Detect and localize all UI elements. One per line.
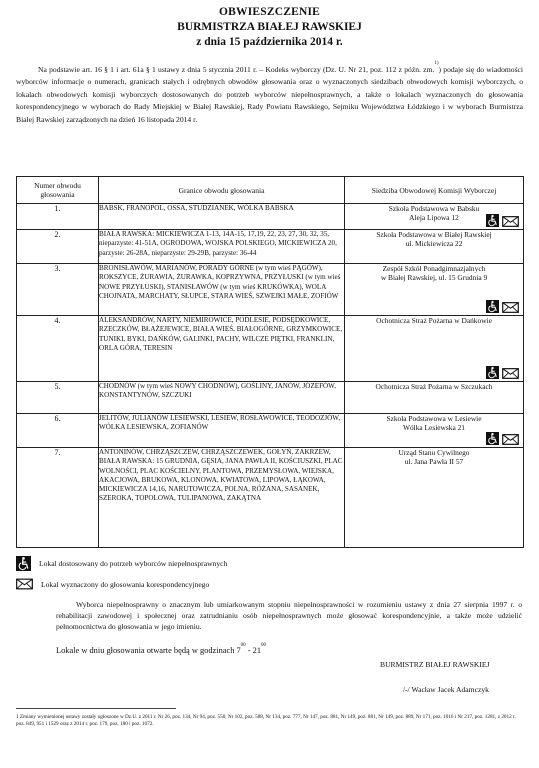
table-row	[17, 204, 524, 230]
seat-line: Szkoła Podstawowa w Lesiewie	[386, 414, 482, 423]
district-seat	[345, 230, 524, 264]
district-number: 6.	[17, 414, 99, 448]
table-row	[17, 316, 524, 382]
wheelchair-icon	[486, 366, 499, 379]
info-paragraph: Wyborca niepełnosprawny o znacznym lub umiarkowanym stopniu niepełnosprawności w rozumieniu ustawy z dnia 27 sierpnia 1997 r. o rehabilitacji zawodowej i społecznej oraz zatrudnianiu osób niepełnosprawnych może głosować korespondencyjnie, a także może udzielić pełnomocnictwa do głosowania w jego imieniu.	[56, 600, 522, 631]
notice-issuer: BURMISTRZA BIAŁEJ RAWSKIEJ	[177, 21, 362, 33]
envelope-icon	[502, 434, 519, 445]
seat-line: Szkoła Podstawowa w Białej Rawskiej	[376, 230, 492, 239]
signature-name: /-/ Wacław Jacek Adamczyk	[403, 685, 489, 694]
district-number: 5.	[17, 382, 99, 414]
district-number: 4.	[17, 316, 99, 382]
seat-line: Aleja Lipowa 12	[409, 213, 459, 223]
seat-line: w Białej Rawskiej, ul. 15 Grudnia 9	[380, 273, 488, 283]
intro-text-2: ) podaje się do wiadomości wyborców informacje o numerach, granicach stałych i odrębnych obwodów głosowania oraz o wyznaczonych siedzibach obwodowych komisji wyborczych, o lokalach obwodowych komisji wyborczych dostosowanych do potrzeb wyborców niepełnosprawnych, a także o lokalach wyznaczonych do głosowania korespondencyjnego w wyborach do Rady Miejskiej w Białej Rawskiej, Rady Powiatu Rawskiego, Sejmiku Województwa Łódzkiego i w wyborach Burmistrza Białej Rawskiej zarządzonych na dzień 16 listopada 2014 r.	[16, 65, 524, 124]
district-seat	[345, 382, 524, 414]
footnote-divider	[16, 708, 176, 709]
seat-icons	[486, 214, 519, 227]
header-boundaries: Granice obwodu głosowania	[99, 177, 345, 204]
district-boundaries: BIAŁA RAWSKA: MICKIEWICZA 1-13, 14A-15, 17,19, 22, 23, 27, 30, 32, 35, nieparzyste: 41-51A, OGRODOWA, WOJSKA POLSKIEGO, MICKIEWICZA 20, parzyste: 26-28A, nieparzyste: 29-29B, parzyste: 36-44	[99, 230, 345, 264]
seat-line: Ochotnicza Straż Pożarna w Szczukach	[375, 382, 493, 391]
envelope-icon	[502, 216, 519, 227]
district-number: 2.	[17, 230, 99, 264]
district-seat	[345, 204, 524, 230]
seat-icons	[486, 300, 519, 313]
districts-table	[16, 176, 524, 548]
wheelchair-icon	[16, 556, 31, 571]
district-boundaries: CHODNÓW (w tym wieś NOWY CHODNÓW), GOŚLINY, JANÓW, JÓZEFÓW, KONSTANTYNÓW, SZCZUKI	[99, 382, 345, 414]
seat-line: Szkoła Podstawowa w Babsku	[388, 204, 480, 213]
district-seat	[345, 414, 524, 448]
signature-title: BURMISTRZ BIAŁEJ RAWSKIEJ	[380, 660, 490, 669]
seat-line: Zespół Szkół Ponadgimnazjalnych	[382, 264, 486, 273]
district-boundaries: ALEKSANDRÓW, NARTY, NIEMIROWICE, PODLESIE, PODSĘDKOWICE, RZECZKÓW, BŁAŻEJEWICE, BIAŁA WIEŚ, BIAŁOGÓRNE, GRZYMKOWICE, TUNIKI, BYKI, DAŃKÓW, GALINKI, PACHY, WILCZE PIĘTKI, FRANKLIN, ORLA GÓRA, TERESIN	[99, 316, 345, 382]
envelope-icon	[502, 302, 519, 313]
district-number: 3.	[17, 264, 99, 316]
districts-table-body	[17, 204, 524, 548]
district-boundaries: ANTONINÓW, CHRZĄSZCZEW, CHRZĄSZCZEWEK, GOŁYŃ, ZAKRZEW, BIAŁA RAWSKA: 15 GRUDNIA, GĘSIA, JANA PAWŁA II, KOŚCIUSZKI, PLAC WOLNOŚCI, PLAC KOŚCIELNY, PLANTOWA, PRZEMYSŁOWA, WIEJSKA, AKACJOWA, BRUKOWA, KLONOWA, KWIATOWA, LIPOWA, ŁĄKOWA, MICKIEWICZA 14,16, NARUTOWICZA, POLNA, RÓŻANA, SASANEK, SZEROKA, TOPOLOWA, TULIPANOWA, ZAKĄTNA	[99, 448, 345, 548]
seat-line: Wólka Lesiewska 21	[403, 423, 465, 433]
table-row	[17, 264, 524, 316]
seat-line: Ochotnicza Straż Pożarna w Dańkowie	[376, 316, 492, 325]
legend-postal	[16, 578, 209, 590]
table-header-row	[17, 177, 524, 204]
district-number: 7.	[17, 448, 99, 548]
envelope-icon	[16, 578, 33, 590]
header-seat: Siedziba Obwodowej Komisji Wyborczej	[345, 177, 524, 204]
header-number: Numer obwodu głosowania	[17, 177, 99, 204]
legend-postal-label: Lokal wyznaczony do głosowania korespondencyjnego	[41, 579, 210, 589]
table-row	[17, 414, 524, 448]
table-row	[17, 230, 524, 264]
legend-accessible-label: Lokal dostosowany do potrzeb wyborców niepełnosprawnych	[39, 559, 228, 568]
district-seat	[345, 316, 524, 382]
notice-title: OBWIESZCZENIE	[218, 6, 321, 18]
district-boundaries: BRONISŁAWÓW, MARIANÓW, PORADY GÓRNE (w tym wieś PĄGÓW), ROKSZYCE, ŻURAWIA, ŻURAWKA, KOPRZYWNA, PRZYŁUSKI (w tym wieś NOWE PRZYŁUSKI), STANISŁAWÓW (w tym wieś KRUKÓWKA), WOLA CHOJNATA, MARCHATY, SŁUPCE, STARA WIEŚ, SZWEJKI MAŁE, ZOFIÓW	[99, 264, 345, 316]
table-row	[17, 448, 524, 548]
seat-line: Urząd Stanu Cywilnego	[398, 448, 470, 457]
wheelchair-icon	[486, 300, 499, 313]
legend-accessible	[16, 556, 227, 571]
notice-date: z dnia 15 października 2014 r.	[196, 36, 343, 48]
district-seat	[345, 264, 524, 316]
table-row	[17, 382, 524, 414]
seat-icons	[486, 432, 519, 445]
wheelchair-icon	[486, 214, 499, 227]
footnote: 1 Zmiany wymienionej ustawy zostały ogłoszone w Dz.U. z 2011 r. Nr 26, poz. 134, Nr 94, poz. 550, Nr 102, poz. 588, Nr 134, poz. 777, Nr 147, poz. 881, Nr 149, poz. 881, Nr 149, poz. 889, Nr 171, poz. 1016 i Nr 217, poz. 1281, z 2012 r. poz. 849, 951 i 1529 oraz z 2014 r. poz. 179, poz. 180 i poz. 1072.	[16, 714, 516, 728]
envelope-icon	[502, 368, 519, 379]
intro-text-1: Na podstawie art. 16 § 1 i art. 61a § 1 ustawy z dnia 5 stycznia 2011 r. – Kodeks wyborczy (Dz. U. Nr 21, poz. 112 z późn. zm.	[38, 65, 435, 74]
district-boundaries: JELITÓW, JULIANÓW LESIEWSKI, LESIEW, ROSŁAWOWICE, TEODOZJÓW, WÓLKA LESIEWSKA, ZOFIANÓW	[99, 414, 345, 448]
opening-hours: Lokale w dniu głosowania otwarte będą w godzinach $7^{00} - 21^{00}$	[56, 643, 267, 655]
intro-paragraph	[16, 61, 524, 126]
seat-line: ul. Jana Pawła II 57	[404, 457, 464, 467]
district-number: 1.	[17, 204, 99, 230]
seat-line: ul. Mickiewicza 22	[405, 239, 463, 249]
district-seat	[345, 448, 524, 548]
wheelchair-icon	[486, 432, 499, 445]
seat-icons	[486, 366, 519, 379]
district-boundaries: BABSK, FRANOPOL, OSSA, STUDZIANEK, WÓLKA BABSKA	[99, 204, 345, 230]
footnote-mark: 1)	[434, 61, 439, 66]
